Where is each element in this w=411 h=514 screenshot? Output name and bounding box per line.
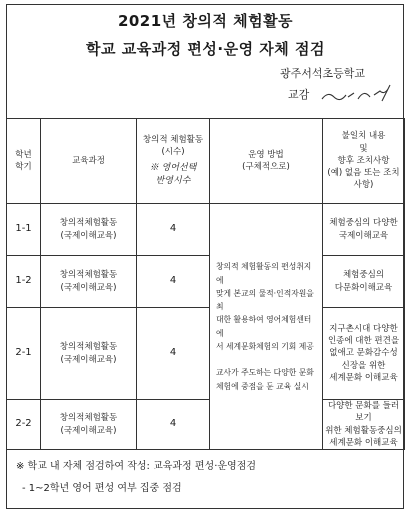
row-remark: 다양한 문화를 들러보기 위한 체험활동중심의 세계문화 이해교육 [323,400,405,450]
header-method: 운영 방법 (구체적으로) [210,119,323,204]
row-grade: 1-2 [7,256,41,308]
row-curriculum: 창의적체험활동 (국제이해교육) [41,256,137,308]
document-title-line2: 학교 교육과정 편성·운영 자체 점검 [86,40,325,58]
row-remark: 체험중심의 다양한 국제이해교육 [323,204,405,256]
footnote-line2: - 1~2학년 영어 편성 여부 집중 점검 [22,483,182,494]
curriculum-check-table [6,118,405,450]
signature-scribble [318,81,398,107]
row-curriculum: 창의적체험활동 (국제이해교육) [41,204,137,256]
table-row [7,204,405,256]
header-remarks: 불일치 내용 및 향후 조치사항 (예) 없음 또는 조치사항) [323,119,405,204]
principal-label: 교감 [288,88,310,101]
row-grade: 1-1 [7,204,41,256]
header-curriculum: 교육과정 [41,119,137,204]
table-row [7,308,405,400]
row-grade: 2-1 [7,308,41,400]
row-remark: 지구촌시대 다양한 인종에 대한 편견을 없애고 문화감수성 신장을 위한 세계문화 이해교육 [323,308,405,400]
row-hours: 4 [137,256,210,308]
row-hours: 4 [137,204,210,256]
document-title-line1: 2021년 창의적 체험활동 [117,12,294,30]
row-curriculum: 창의적체험활동 (국제이해교육) [41,400,137,450]
header-grade: 학년 학기 [7,119,41,204]
row-curriculum: 창의적체험활동 (국제이해교육) [41,308,137,400]
row-hours: 4 [137,308,210,400]
row-grade: 2-2 [7,400,41,450]
table-row [7,256,405,308]
method-description: 창의적 체험활동의 편성취지에 맞게 본교의 물적·인적자원을 최 대한 활용하여 영어체험센터에 서 세계문화체험의 기회 제공 교사가 주도하는 다양한 문화 체험에 중점을 둔 교육 실시 [210,204,323,450]
table-header-row [7,119,405,204]
table-row [7,400,405,450]
handwritten-note: ※ 영어선택 반영시수 [149,163,197,187]
footnote-line1: ※ 학교 내 자체 점검하여 작성: 교육과정 편성·운영점검 [16,461,257,472]
school-name: 광주서석초등학교 [280,67,366,80]
header-hours: 창의적 체험활동 (시수) ※ 영어선택 반영시수 [137,119,210,204]
row-hours: 4 [137,400,210,450]
row-remark: 체험중심의 다문화이해교육 [323,256,405,308]
